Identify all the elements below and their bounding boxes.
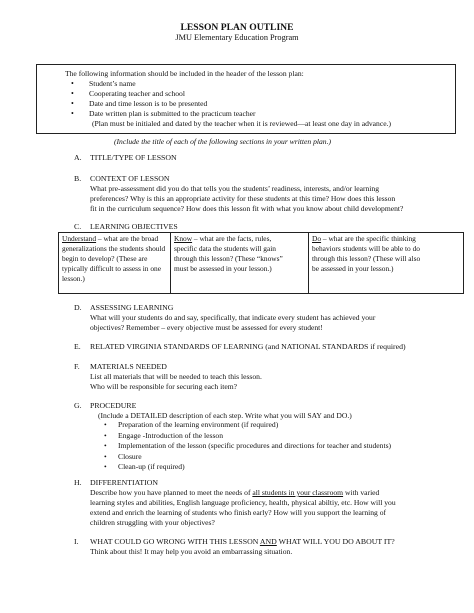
document-title: LESSON PLAN OUTLINE xyxy=(180,22,294,33)
section-a-heading: TITLE/TYPE OF LESSON xyxy=(90,153,177,162)
section-b-text: What pre-assessment did you do that tells you the students’ readiness, interests, and/or learning xyxy=(90,184,379,193)
section-f-text: List all materials that will be needed to teach this lesson. xyxy=(90,372,262,381)
objective-do-cell xyxy=(309,233,463,293)
section-b-text: fit in the curriculum sequence? How does this lesson fit with what you know about child development? xyxy=(90,204,404,213)
section-d-text: objectives? Remember – every objective must be assessed for every student! xyxy=(90,323,323,332)
section-d-heading: ASSESSING LEARNING xyxy=(90,303,174,312)
include-note: (Include the title of each of the following sections in your written plan.) xyxy=(114,137,332,146)
section-d-letter: D. xyxy=(74,303,82,312)
section-h-text xyxy=(90,488,379,497)
procedure-item: • Closure xyxy=(90,452,391,463)
section-b-heading: CONTEXT OF LESSON xyxy=(90,174,170,183)
section-i-heading xyxy=(90,537,395,546)
header-box-intro: The following information should be included in the header of the lesson plan: xyxy=(65,69,304,78)
objective-understand-cell xyxy=(59,233,171,293)
objective-key: Know xyxy=(174,234,193,243)
objective-text: – what are the specific thinking xyxy=(321,234,416,243)
section-e-heading: RELATED VIRGINIA STANDARDS OF LEARNING (and NATIONAL STANDARDS if required) xyxy=(90,342,406,351)
section-f-heading: MATERIALS NEEDED xyxy=(90,362,167,371)
objective-text: typically difficult to assess in one xyxy=(62,264,162,273)
objective-text: through this lesson? (These will also xyxy=(312,254,421,263)
objective-text: – what are the broad xyxy=(96,234,159,243)
objective-text: behaviors students will be able to do xyxy=(312,244,420,253)
section-g-letter: G. xyxy=(74,401,82,410)
section-d-text: What will your students do and say, specifically, that indicate every student has achieved your xyxy=(90,313,376,322)
procedure-item: • Implementation of the lesson (specific procedures and directions for teacher and students) xyxy=(90,441,391,452)
procedure-list xyxy=(90,420,391,473)
objective-know-cell xyxy=(171,233,309,293)
section-h-heading: DIFFERENTIATION xyxy=(90,478,159,487)
header-box-item: • Date written plan is submitted to the practicum teacher xyxy=(37,109,256,119)
header-box-list xyxy=(37,79,256,119)
section-b-letter: B. xyxy=(74,174,82,183)
objective-key: Do xyxy=(312,234,322,243)
objective-text: – what are the facts, rules, xyxy=(192,234,272,243)
section-c-letter: C. xyxy=(74,222,82,231)
section-i-heading-underlined: AND xyxy=(259,537,277,546)
objective-text: generalizations the students should xyxy=(62,244,166,253)
objective-text: through this lesson? (These “knows” xyxy=(174,254,283,263)
section-h-text-part: Describe how you have planned to meet the needs of xyxy=(90,488,253,497)
procedure-item: • Preparation of the learning environment (if required) xyxy=(90,420,391,431)
section-e-letter: E. xyxy=(74,342,81,351)
section-i-letter: I. xyxy=(74,537,79,546)
objective-text: lesson.) xyxy=(62,274,85,283)
objective-text: must be assessed in your lesson.) xyxy=(174,264,272,273)
header-requirements-box xyxy=(36,64,456,134)
section-a-letter: A. xyxy=(74,153,82,162)
section-f-letter: F. xyxy=(74,362,80,371)
header-box-item: • Cooperating teacher and school xyxy=(37,89,256,99)
objective-text: begin to develop? (These are xyxy=(62,254,148,263)
section-h-letter: H. xyxy=(74,478,82,487)
section-h-text: extend and enrich the learning of students who finish early? How will you support the learning of xyxy=(90,508,387,517)
header-box-note: (Plan must be initialed and dated by the teacher when it is reviewed—at least one day in advance.) xyxy=(92,119,392,128)
section-i-heading-part: WHAT WILL YOU DO ABOUT IT? xyxy=(276,537,395,546)
section-c-heading: LEARNING OBJECTIVES xyxy=(90,222,178,231)
objective-text: specific data the students will gain xyxy=(174,244,277,253)
objective-text: be assessed in your lesson.) xyxy=(312,264,394,273)
section-b-text: preferences? Why is this an appropriate activity for these students at this time? How does this lesson xyxy=(90,194,396,203)
section-g-intro: (Include a DETAILED description of each step. Write what you will SAY and DO.) xyxy=(98,411,352,420)
objective-key: Understand xyxy=(62,234,97,243)
objectives-table xyxy=(58,232,464,294)
section-i-heading-part: WHAT COULD GO WRONG WITH THIS LESSON xyxy=(90,537,260,546)
section-h-text-underlined: all students in your classroom xyxy=(252,488,344,497)
procedure-item: • Clean-up (if required) xyxy=(90,462,391,473)
section-f-text: Who will be responsible for securing each item? xyxy=(90,382,237,391)
section-h-text: children struggling with your objectives? xyxy=(90,518,215,527)
header-box-item: • Student’s name xyxy=(37,79,256,89)
header-box-item: • Date and time lesson is to be presented xyxy=(37,99,256,109)
section-i-text: Think about this! It may help you avoid an embarrassing situation. xyxy=(90,547,293,556)
procedure-item: • Engage -Introduction of the lesson xyxy=(90,431,391,442)
section-h-text-part: with varied xyxy=(343,488,380,497)
document-subtitle: JMU Elementary Education Program xyxy=(175,33,299,42)
section-h-text: learning styles and abilities, English language proficiency, health, physical abiltiy, etc. How will you xyxy=(90,498,396,507)
section-g-heading: PROCEDURE xyxy=(90,401,137,410)
